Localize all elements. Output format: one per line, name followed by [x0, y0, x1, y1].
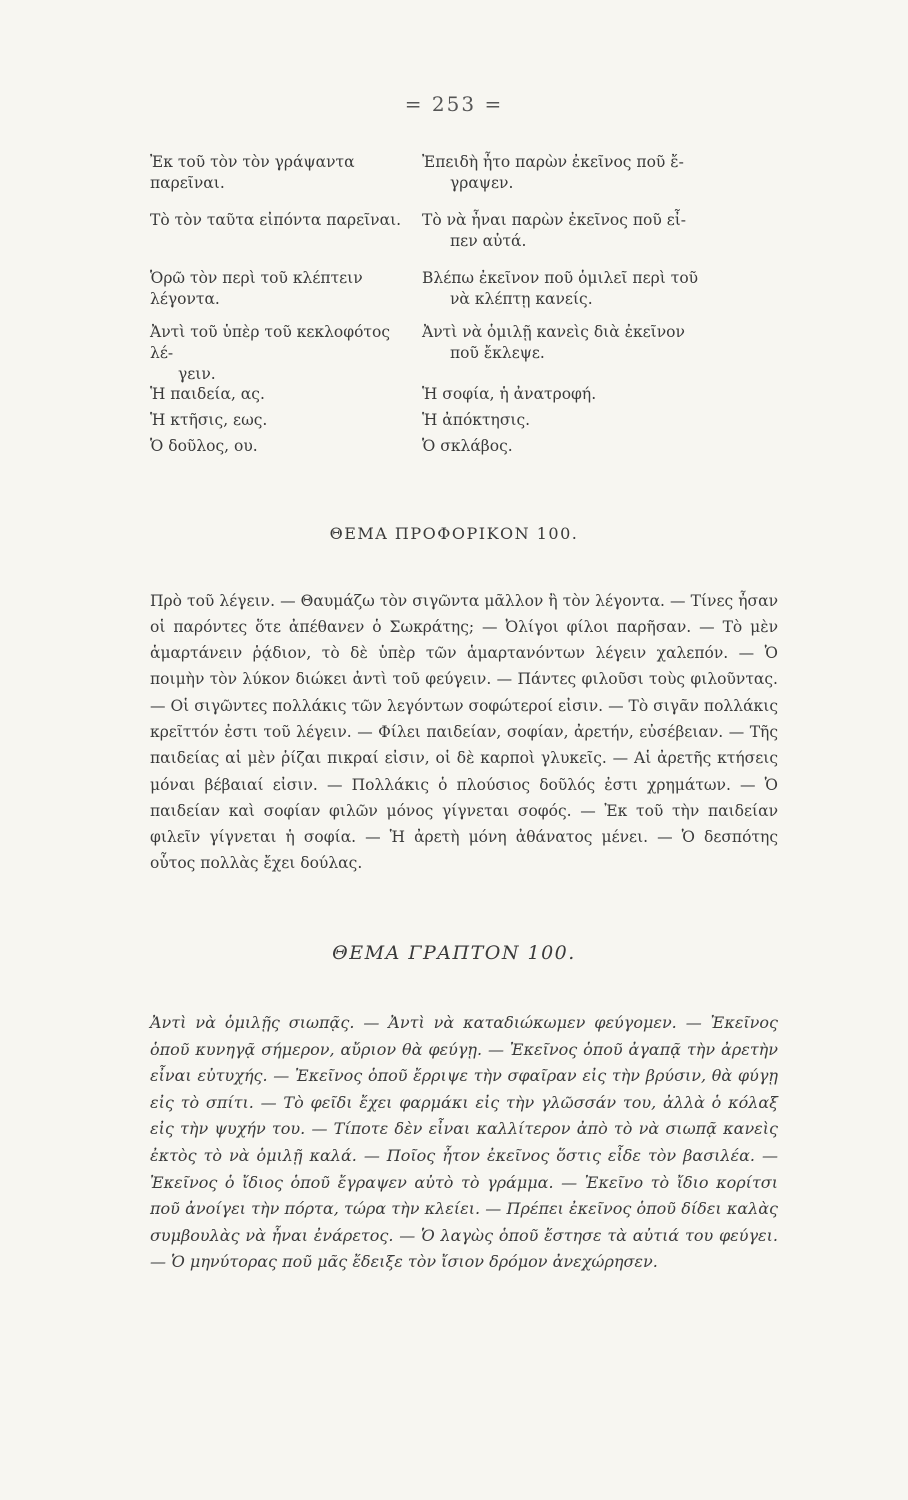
greek-phrase-text: Ὁ δοῦλος, ου. — [150, 437, 258, 455]
greek-phrase-text: Ὁρῶ τὸν περὶ τοῦ κλέπτειν λέγοντα. — [150, 269, 363, 308]
page-number: = 253 = — [404, 92, 504, 116]
greek-phrase — [150, 322, 422, 384]
modern-phrase — [422, 268, 790, 322]
modern-phrase — [422, 436, 790, 462]
greek-phrase — [150, 268, 422, 322]
written-exercise-heading: ΘΕΜΑ ΓΡΑΠΤΟΝ 100. — [332, 942, 576, 964]
greek-phrase — [150, 210, 422, 268]
greek-phrase — [150, 436, 422, 462]
greek-phrase-text: Ἀντὶ τοῦ ὑπὲρ τοῦ κεκλοφότος λέ- — [150, 323, 391, 362]
translation-pair — [150, 410, 790, 436]
oral-exercise-text: Πρὸ τοῦ λέγειν. — Θαυμάζω τὸν σιγῶντα μᾶλλον ἢ τὸν λέγοντα. — Τίνες ἦσαν οἱ παρόντες ὅτε ἀπέθανεν ὁ Σωκράτης; — Ὀλίγοι φίλοι παρῆσαν. — Τὸ μὲν ἁμαρτάνειν ῥᾴδιον, τὸ δὲ ὑπὲρ τῶν ἁμαρτανόντων λέγειν χαλεπόν. — Ὁ ποιμὴν τὸν λύκον διώκει ἀντὶ τοῦ φεύγειν. — Πάντες φιλοῦσι τοὺς φιλοῦντας. — Οἱ σιγῶντες πολλάκις τῶν λεγόντων σοφώτεροί εἰσιν. — Τὸ σιγᾶν πολλάκις κρεῖττόν ἐστι τοῦ λέγειν. — Φίλει παιδείαν, σοφίαν, ἀρετήν, εὐσέβειαν. — Τῆς παιδείας αἱ μὲν ῥίζαι πικραί εἰσιν, οἱ δὲ καρποὶ γλυκεῖς. — Αἱ ἀρετῆς κτήσεις μόναι βέβαιαί εἰσιν. — Πολλάκις ὁ πλούσιος δοῦλός ἐστι χρημάτων. — Ὁ παιδείαν καὶ σοφίαν φιλῶν μόνος γίγνεται σοφός. — Ἐκ τοῦ τὴν παιδείαν φιλεῖν γίγνεται ἡ σοφία. — Ἡ ἀρετὴ μόνη ἀθάνατος μένει. — Ὁ δεσπότης οὗτος πολλὰς ἔχει δούλας. — [150, 591, 778, 873]
translation-pair — [150, 268, 790, 322]
written-exercise-text: Ἀντὶ νὰ ὁμιλῇς σιωπᾷς. — Ἀντὶ νὰ καταδιώκωμεν φεύγομεν. — Ἐκεῖνος ὁποῦ κυνηγᾷ σήμερον, αὔριον θὰ φεύγῃ. — Ἐκεῖνος ὁποῦ ἀγαπᾷ τὴν ἀρετὴν εἶναι εὐτυχής. — Ἐκεῖνος ὁποῦ ἔρριψε τὴν σφαῖραν εἰς τὴν βρύσιν, θὰ φύγῃ εἰς τὸ σπίτι. — Τὸ φεῖδι ἔχει φαρμάκι εἰς τὴν γλῶσσάν του, ἀλλὰ ὁ κόλαξ εἰς τὴν ψυχήν του. — Τίποτε δὲν εἶναι καλλίτερον ἀπὸ τὸ νὰ σιωπᾷ κανεὶς ἐκτὸς τὸ νὰ ὁμιλῇ καλά. — Ποῖος ἦτον ἐκεῖνος ὅστις εἶδε τὸν βασιλέα. — Ἐκεῖνος ὁ ἴδιος ὁποῦ ἔγραψεν αὐτὸ τὸ γράμμα. — Ἐκεῖνο τὸ ἴδιο κορίτσι ποῦ ἀνοίγει τὴν πόρτα, τώρα τὴν κλείει. — Πρέπει ἐκεῖνος ὁποῦ δίδει καλὰς συμβουλὰς νὰ ἦναι ἐνάρετος. — Ὁ λαγὼς ὁποῦ ἔστησε τὰ αὐτιά του φεύγει. — Ὁ μηνύτορας ποῦ μᾶς ἔδειξε τὸν ἴσιον δρόμον ἀνεχώρησεν. — [150, 1013, 778, 1272]
modern-phrase-cont: νὰ κλέπτῃ κανείς. — [450, 290, 593, 308]
modern-phrase-cont: πεν αὐτά. — [450, 232, 527, 250]
modern-phrase-text: Τὸ νὰ ἦναι παρὼν ἐκεῖνος ποῦ εἶ- — [422, 211, 687, 229]
greek-phrase — [150, 384, 422, 410]
greek-phrase-cont: γειν. — [178, 365, 216, 383]
greek-phrase — [150, 152, 422, 210]
modern-phrase-text: Ἡ ἀπόκτησις. — [422, 411, 531, 429]
translation-pairs — [150, 152, 790, 462]
modern-phrase — [422, 384, 790, 410]
modern-phrase-text: Ὁ σκλάβος. — [422, 437, 513, 455]
modern-phrase-cont: ποῦ ἔκλεψε. — [450, 344, 545, 362]
translation-pair — [150, 210, 790, 268]
modern-phrase-text: Ἐπειδὴ ἦτο παρὼν ἐκεῖνος ποῦ ἔ- — [422, 153, 684, 171]
modern-phrase-text: Βλέπω ἐκεῖνον ποῦ ὁμιλεῖ περὶ τοῦ — [422, 269, 699, 287]
modern-phrase-text: Ἀντὶ νὰ ὁμιλῇ κανεὶς διὰ ἐκεῖνον — [422, 323, 685, 341]
oral-exercise-heading: ΘΕΜΑ ΠΡΟΦΟΡΙΚΟΝ 100. — [329, 524, 579, 543]
translation-pair — [150, 384, 790, 410]
greek-phrase-text: Ἐκ τοῦ τὸν τὸν γράψαντα παρεῖναι. — [150, 153, 355, 192]
translation-pair — [150, 436, 790, 462]
modern-phrase — [422, 210, 790, 268]
modern-phrase — [422, 410, 790, 436]
greek-phrase-text: Ἡ κτῆσις, εως. — [150, 411, 268, 429]
modern-phrase — [422, 152, 790, 210]
greek-phrase-text: Τὸ τὸν ταῦτα εἰπόντα παρεῖναι. — [150, 211, 402, 229]
modern-phrase-text: Ἡ σοφία, ἡ ἀνατροφή. — [422, 385, 597, 403]
modern-phrase-cont: γραψεν. — [450, 174, 514, 192]
translation-pair — [150, 152, 790, 210]
greek-phrase-text: Ἡ παιδεία, ας. — [150, 385, 265, 403]
modern-phrase — [422, 322, 790, 384]
translation-pair — [150, 322, 790, 384]
greek-phrase — [150, 410, 422, 436]
